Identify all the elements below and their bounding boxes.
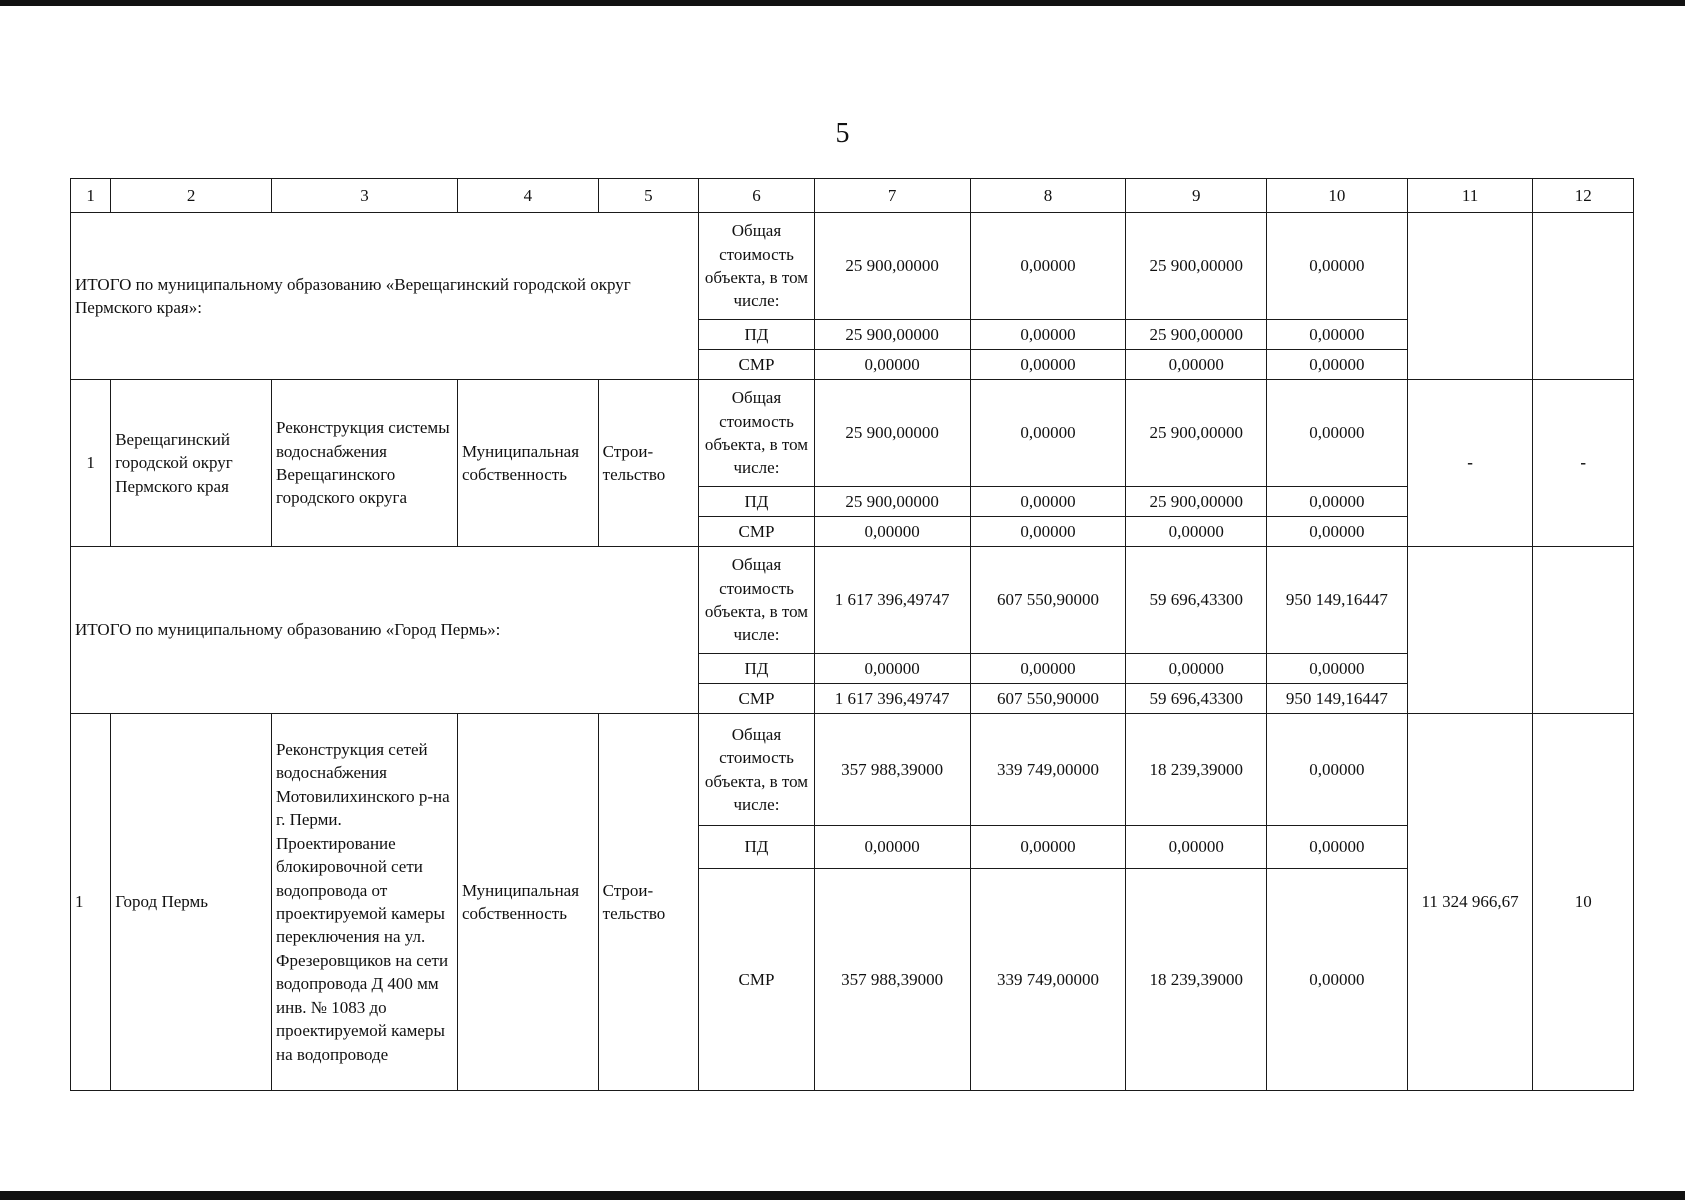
- top-scan-border: [0, 0, 1685, 6]
- column-number-row: [71, 179, 1634, 213]
- column-header: 4: [457, 179, 598, 213]
- table-cell: 0,00000: [1267, 517, 1408, 547]
- municipality-cell: Верещагинский городской округ Пермского края: [111, 380, 272, 547]
- column-12-cell: -: [1533, 380, 1634, 547]
- column-header: 10: [1267, 179, 1408, 213]
- table-cell: 0,00000: [970, 654, 1126, 684]
- column-header: 1: [71, 179, 111, 213]
- total-row: [71, 213, 1634, 320]
- column-header: 5: [598, 179, 699, 213]
- column-11-cell: -: [1407, 380, 1533, 547]
- table-cell: 0,00000: [1267, 826, 1408, 869]
- table-cell: 0,00000: [1267, 320, 1408, 350]
- table-cell: 357 988,39000: [814, 714, 970, 826]
- table-cell: 25 900,00000: [814, 487, 970, 517]
- ownership-cell: Муниципальная собственность: [457, 714, 598, 1091]
- table-cell: 0,00000: [970, 350, 1126, 380]
- table-cell: 0,00000: [1126, 350, 1267, 380]
- column-11-cell: 11 324 966,67: [1407, 714, 1533, 1091]
- table-cell: 0,00000: [814, 517, 970, 547]
- pd-label: ПД: [699, 826, 815, 869]
- pd-label: ПД: [699, 654, 815, 684]
- table-cell: 607 550,90000: [970, 684, 1126, 714]
- total-cost-label: Общая стоимость объекта, в том числе:: [699, 380, 815, 487]
- table-cell: 0,00000: [1267, 380, 1408, 487]
- table-cell-empty: [1533, 547, 1634, 714]
- table-cell: 0,00000: [1126, 654, 1267, 684]
- table-cell-empty: [1533, 213, 1634, 380]
- table-cell: 0,00000: [814, 654, 970, 684]
- table-cell: 0,00000: [1267, 654, 1408, 684]
- total-title: ИТОГО по муниципальному образованию «Город Пермь»:: [71, 547, 699, 714]
- table-cell: 0,00000: [814, 826, 970, 869]
- table-cell: 25 900,00000: [1126, 213, 1267, 320]
- smr-label: СМР: [699, 684, 815, 714]
- table-cell: 950 149,16447: [1267, 684, 1408, 714]
- table-cell: 357 988,39000: [814, 869, 970, 1091]
- column-header: 8: [970, 179, 1126, 213]
- total-title: ИТОГО по муниципальному образованию «Верещагинский городской округ Пермского края»:: [71, 213, 699, 380]
- table-cell: 1 617 396,49747: [814, 684, 970, 714]
- column-header: 6: [699, 179, 815, 213]
- table-cell: 0,00000: [970, 517, 1126, 547]
- ownership-cell: Муниципальная собственность: [457, 380, 598, 547]
- investment-table: [70, 178, 1634, 1091]
- total-cost-label: Общая стоимость объекта, в том числе:: [699, 547, 815, 654]
- smr-label: СМР: [699, 869, 815, 1091]
- table-cell: 0,00000: [1267, 869, 1408, 1091]
- table-cell: 0,00000: [814, 350, 970, 380]
- table-cell: 339 749,00000: [970, 869, 1126, 1091]
- table-cell: 25 900,00000: [814, 213, 970, 320]
- smr-label: СМР: [699, 350, 815, 380]
- table-cell: 25 900,00000: [1126, 320, 1267, 350]
- column-header: 9: [1126, 179, 1267, 213]
- table-cell: 25 900,00000: [1126, 487, 1267, 517]
- column-header: 12: [1533, 179, 1634, 213]
- row-number: 1: [71, 714, 111, 1091]
- column-header: 3: [272, 179, 458, 213]
- smr-label: СМР: [699, 517, 815, 547]
- table-cell: 59 696,43300: [1126, 684, 1267, 714]
- table-cell: 0,00000: [970, 213, 1126, 320]
- table-cell: 950 149,16447: [1267, 547, 1408, 654]
- page-number: 5: [835, 118, 850, 149]
- table-cell: 25 900,00000: [1126, 380, 1267, 487]
- table-cell: 1 617 396,49747: [814, 547, 970, 654]
- bottom-scan-border: [0, 1191, 1685, 1200]
- table-cell: 0,00000: [1267, 350, 1408, 380]
- table-cell: 59 696,43300: [1126, 547, 1267, 654]
- table-cell: 0,00000: [1267, 487, 1408, 517]
- object-name-cell: Реконструкция системы водоснабжения Верещагинского городского округа: [272, 380, 458, 547]
- table-cell: 25 900,00000: [814, 380, 970, 487]
- total-cost-label: Общая стоимость объекта, в том числе:: [699, 714, 815, 826]
- table-cell: 0,00000: [1267, 714, 1408, 826]
- table-cell: 0,00000: [970, 826, 1126, 869]
- municipality-cell: Город Пермь: [111, 714, 272, 1091]
- table-cell: 0,00000: [970, 320, 1126, 350]
- column-header: 2: [111, 179, 272, 213]
- table-cell-empty: [1407, 547, 1533, 714]
- table-cell: 25 900,00000: [814, 320, 970, 350]
- table-cell: 607 550,90000: [970, 547, 1126, 654]
- row-number: 1: [71, 380, 111, 547]
- column-header: 7: [814, 179, 970, 213]
- table-cell: 0,00000: [970, 487, 1126, 517]
- object-row: [71, 380, 1634, 487]
- pd-label: ПД: [699, 320, 815, 350]
- table-cell-empty: [1407, 213, 1533, 380]
- object-name-cell: Реконструкция сетей водоснабжения Мотовилихинского р-на г. Перми. Проектирование блокировочной сети водопровода от проектируемой камеры переключения на ул. Фрезеровщиков на сети водопровода Д 400 мм инв. № 1083 до проектируемой камеры на водопроводе: [272, 714, 458, 1091]
- work-type-cell: Строи-тельство: [598, 714, 699, 1091]
- work-type-cell: Строи-тельство: [598, 380, 699, 547]
- table-cell: 18 239,39000: [1126, 869, 1267, 1091]
- table-cell: 0,00000: [970, 380, 1126, 487]
- column-header: 11: [1407, 179, 1533, 213]
- object-row: [71, 714, 1634, 826]
- table-cell: 339 749,00000: [970, 714, 1126, 826]
- table-cell: 0,00000: [1267, 213, 1408, 320]
- table-cell: 0,00000: [1126, 517, 1267, 547]
- total-row: [71, 547, 1634, 654]
- total-cost-label: Общая стоимость объекта, в том числе:: [699, 213, 815, 320]
- table-cell: 18 239,39000: [1126, 714, 1267, 826]
- table-cell: 0,00000: [1126, 826, 1267, 869]
- pd-label: ПД: [699, 487, 815, 517]
- column-12-cell: 10: [1533, 714, 1634, 1091]
